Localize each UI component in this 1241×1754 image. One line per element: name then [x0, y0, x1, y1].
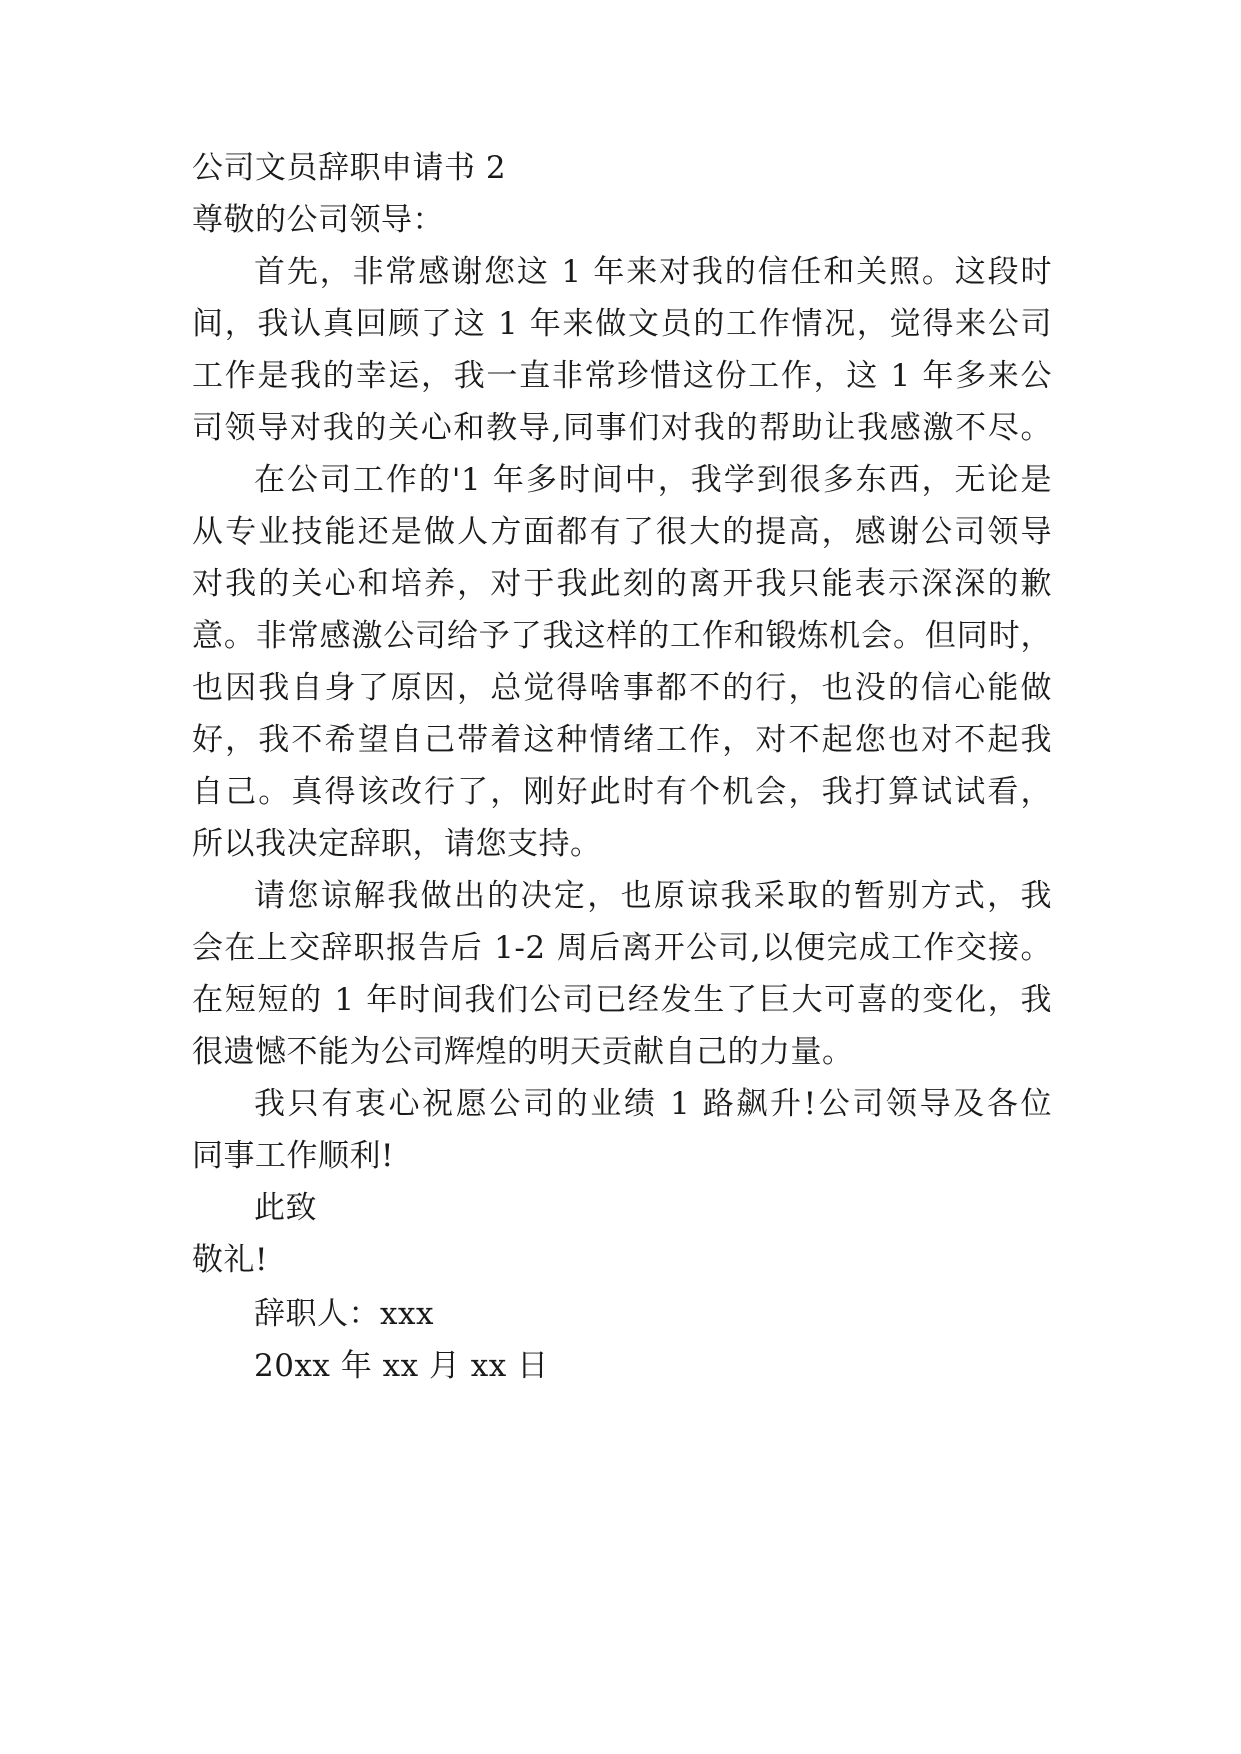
regards: 敬礼!: [192, 1242, 268, 1278]
body-line: 同事工作顺利!: [192, 1138, 394, 1174]
body-line: 间，我认真回顾了这 1 年来做文员的工作情况，觉得来公司: [192, 306, 1052, 342]
body-line: 在公司工作的'1 年多时间中，我学到很多东西，无论是: [254, 462, 1052, 498]
signer: 辞职人：xxx: [254, 1296, 434, 1332]
body-line: 好，我不希望自己带着这种情绪工作，对不起您也对不起我: [192, 722, 1052, 758]
body-line: 会在上交辞职报告后 1-2 周后离开公司,以便完成工作交接。: [192, 930, 1052, 966]
body-line: 很遗憾不能为公司辉煌的明天贡献自己的力量。: [192, 1034, 854, 1070]
body-line: 也因我自身了原因，总觉得啥事都不的行，也没的信心能做: [192, 670, 1052, 706]
body-line: 从专业技能还是做人方面都有了很大的提高，感谢公司领导: [192, 514, 1052, 550]
closing: 此致: [254, 1190, 317, 1226]
body-line: 对我的关心和培养，对于我此刻的离开我只能表示深深的歉: [192, 566, 1052, 602]
body-line: 自己。真得该改行了，刚好此时有个机会，我打算试试看，: [192, 774, 1052, 810]
date: 20xx 年 xx 月 xx 日: [254, 1348, 549, 1384]
body-line: 所以我决定辞职，请您支持。: [192, 826, 602, 862]
document-title: 公司文员辞职申请书 2: [192, 150, 507, 186]
salutation: 尊敬的公司领导：: [192, 202, 444, 238]
body-line: 司领导对我的关心和教导,同事们对我的帮助让我感激不尽。: [192, 410, 1052, 446]
body-line: 请您谅解我做出的决定，也原谅我采取的暂别方式，我: [254, 878, 1052, 914]
body-line: 工作是我的幸运，我一直非常珍惜这份工作，这 1 年多来公: [192, 358, 1052, 394]
body-line: 意。非常感激公司给予了我这样的工作和锻炼机会。但同时，: [192, 618, 1052, 654]
body-line: 我只有衷心祝愿公司的业绩 1 路飙升!公司领导及各位: [254, 1086, 1052, 1122]
body-line: 首先，非常感谢您这 1 年来对我的信任和关照。这段时: [254, 254, 1052, 290]
body-line: 在短短的 1 年时间我们公司已经发生了巨大可喜的变化，我: [192, 982, 1052, 1018]
